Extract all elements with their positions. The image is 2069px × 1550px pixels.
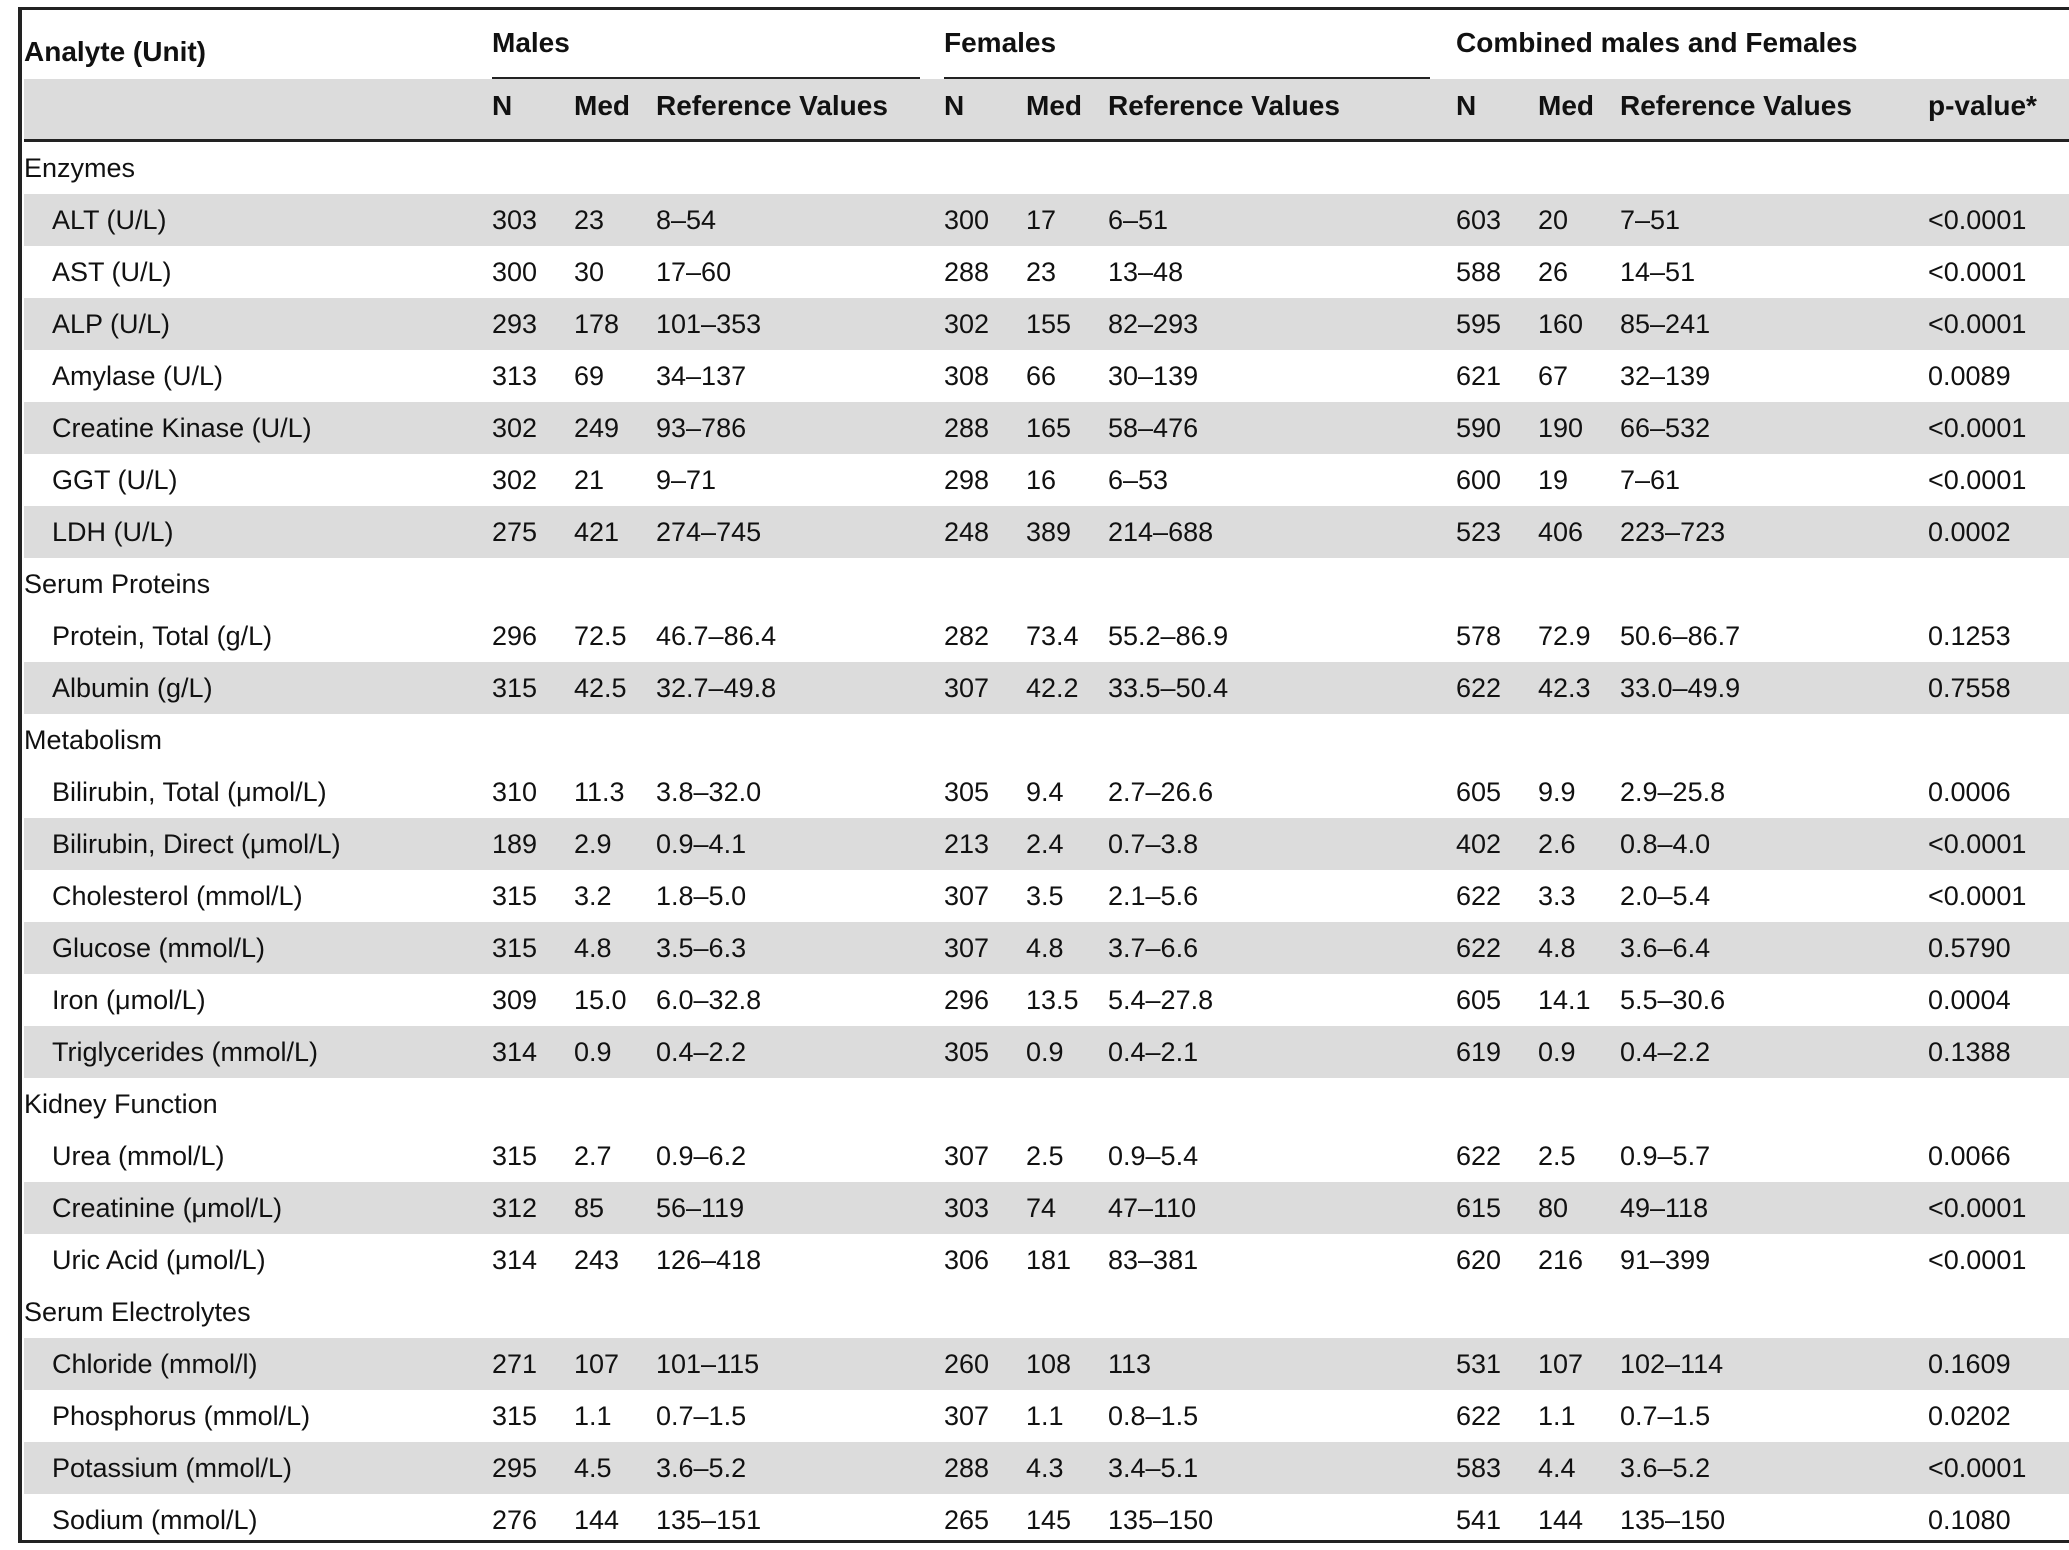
males-n-cell: 302: [492, 465, 538, 495]
combined-ref-cell: 7–51: [1620, 205, 1681, 235]
header-combined-med: Med: [1538, 90, 1594, 121]
females-ref-cell: 2.1–5.6: [1108, 881, 1199, 911]
combined-med-cell: 4.4: [1538, 1453, 1576, 1483]
males-n-cell: 315: [492, 933, 538, 963]
females-med-cell: 2.4: [1026, 829, 1064, 859]
males-med-cell: 3.2: [574, 881, 612, 911]
females-ref-cell: 0.4–2.1: [1108, 1037, 1199, 1067]
table-row: [24, 454, 2069, 506]
analyte-cell: Uric Acid (μmol/L): [52, 1245, 266, 1275]
females-med-cell: 42.2: [1026, 673, 1079, 703]
combined-ref-cell: 0.8–4.0: [1620, 829, 1711, 859]
females-ref-cell: 113: [1108, 1349, 1152, 1379]
females-n-cell: 260: [944, 1349, 990, 1379]
combined-n-cell: 595: [1456, 309, 1502, 339]
females-med-cell: 9.4: [1026, 777, 1064, 807]
males-ref-cell: 0.9–4.1: [656, 829, 747, 859]
pvalue-cell: 0.1388: [1928, 1037, 2011, 1067]
females-ref-cell: 58–476: [1108, 413, 1199, 443]
analyte-cell: ALT (U/L): [52, 205, 167, 235]
females-n-cell: 307: [944, 881, 990, 911]
combined-ref-cell: 2.0–5.4: [1620, 881, 1711, 911]
header-females-med: Med: [1026, 90, 1082, 121]
combined-ref-cell: 135–150: [1620, 1505, 1726, 1535]
males-ref-cell: 0.7–1.5: [656, 1401, 747, 1431]
pvalue-cell: 0.5790: [1928, 933, 2011, 963]
table-row: [24, 1390, 2069, 1442]
males-n-cell: 276: [492, 1505, 538, 1535]
males-ref-cell: 1.8–5.0: [656, 881, 747, 911]
females-ref-cell: 214–688: [1108, 517, 1214, 547]
section-header-row: [24, 714, 2069, 766]
analyte-cell: Amylase (U/L): [52, 361, 224, 391]
analyte-cell: Potassium (mmol/L): [52, 1453, 293, 1483]
males-ref-cell: 3.5–6.3: [656, 933, 747, 963]
males-ref-cell: 93–786: [656, 413, 747, 443]
males-ref-cell: 34–137: [656, 361, 747, 391]
header-females: Females: [944, 27, 1057, 58]
analyte-cell: Creatine Kinase (U/L): [52, 413, 312, 443]
combined-n-cell: 619: [1456, 1037, 1502, 1067]
table-row: [24, 766, 2069, 818]
females-ref-cell: 3.7–6.6: [1108, 933, 1199, 963]
males-ref-cell: 56–119: [656, 1193, 745, 1223]
males-ref-cell: 0.9–6.2: [656, 1141, 747, 1171]
males-ref-cell: 101–115: [656, 1349, 760, 1379]
analyte-cell: Protein, Total (g/L): [52, 621, 273, 651]
analyte-cell: ALP (U/L): [52, 309, 171, 339]
males-med-cell: 69: [574, 361, 605, 391]
table-row: [24, 610, 2069, 662]
females-ref-cell: 5.4–27.8: [1108, 985, 1214, 1015]
females-med-cell: 389: [1026, 517, 1072, 547]
females-ref-cell: 6–51: [1108, 205, 1169, 235]
males-ref-cell: 6.0–32.8: [656, 985, 762, 1015]
combined-ref-cell: 2.9–25.8: [1620, 777, 1726, 807]
table-row: [24, 1130, 2069, 1182]
combined-n-cell: 621: [1456, 361, 1502, 391]
females-ref-cell: 135–150: [1108, 1505, 1214, 1535]
males-med-cell: 421: [574, 517, 620, 547]
combined-ref-cell: 49–118: [1620, 1193, 1709, 1223]
females-med-cell: 16: [1026, 465, 1057, 495]
males-n-cell: 293: [492, 309, 538, 339]
females-ref-cell: 0.9–5.4: [1108, 1141, 1199, 1171]
pvalue-cell: 0.0089: [1928, 361, 2011, 391]
males-n-cell: 271: [492, 1349, 538, 1379]
females-ref-cell: 82–293: [1108, 309, 1199, 339]
combined-med-cell: 160: [1538, 309, 1584, 339]
section-label: Serum Electrolytes: [24, 1297, 251, 1327]
combined-ref-cell: 91–399: [1620, 1245, 1711, 1275]
analyte-cell: Urea (mmol/L): [52, 1141, 225, 1171]
combined-med-cell: 80: [1538, 1193, 1569, 1223]
females-n-cell: 307: [944, 1141, 990, 1171]
females-med-cell: 4.8: [1026, 933, 1064, 963]
males-ref-cell: 32.7–49.8: [656, 673, 777, 703]
females-med-cell: 4.3: [1026, 1453, 1064, 1483]
males-n-cell: 314: [492, 1037, 538, 1067]
combined-ref-cell: 0.7–1.5: [1620, 1401, 1711, 1431]
combined-ref-cell: 0.4–2.2: [1620, 1037, 1711, 1067]
pvalue-cell: <0.0001: [1928, 1453, 2027, 1483]
males-ref-cell: 3.8–32.0: [656, 777, 762, 807]
females-med-cell: 181: [1026, 1245, 1072, 1275]
analyte-cell: Albumin (g/L): [52, 673, 213, 703]
males-ref-cell: 135–151: [656, 1505, 762, 1535]
combined-med-cell: 406: [1538, 517, 1584, 547]
males-ref-cell: 9–71: [656, 465, 717, 495]
females-n-cell: 307: [944, 933, 990, 963]
combined-ref-cell: 5.5–30.6: [1620, 985, 1726, 1015]
combined-med-cell: 2.5: [1538, 1141, 1576, 1171]
combined-n-cell: 622: [1456, 933, 1502, 963]
females-med-cell: 1.1: [1026, 1401, 1064, 1431]
males-n-cell: 313: [492, 361, 538, 391]
females-med-cell: 73.4: [1026, 621, 1079, 651]
males-med-cell: 2.9: [574, 829, 612, 859]
pvalue-cell: <0.0001: [1928, 1193, 2027, 1223]
combined-med-cell: 14.1: [1538, 985, 1591, 1015]
males-ref-cell: 46.7–86.4: [656, 621, 777, 651]
table-row: [24, 1494, 2069, 1546]
females-n-cell: 306: [944, 1245, 990, 1275]
combined-med-cell: 42.3: [1538, 673, 1591, 703]
combined-n-cell: 531: [1456, 1349, 1502, 1379]
header-combined-ref: Reference Values: [1620, 90, 1852, 121]
pvalue-cell: <0.0001: [1928, 1245, 2027, 1275]
females-med-cell: 155: [1026, 309, 1072, 339]
analyte-cell: GGT (U/L): [52, 465, 178, 495]
females-med-cell: 2.5: [1026, 1141, 1064, 1171]
combined-med-cell: 1.1: [1538, 1401, 1576, 1431]
combined-n-cell: 622: [1456, 881, 1502, 911]
pvalue-cell: 0.0004: [1928, 985, 2011, 1015]
females-n-cell: 213: [944, 829, 990, 859]
analyte-cell: Cholesterol (mmol/L): [52, 881, 303, 911]
table-row: [24, 1182, 2069, 1234]
combined-ref-cell: 3.6–6.4: [1620, 933, 1711, 963]
pvalue-cell: <0.0001: [1928, 309, 2027, 339]
table-row: [24, 662, 2069, 714]
combined-med-cell: 107: [1538, 1349, 1584, 1379]
females-n-cell: 288: [944, 257, 990, 287]
combined-ref-cell: 0.9–5.7: [1620, 1141, 1711, 1171]
combined-n-cell: 605: [1456, 777, 1502, 807]
females-ref-cell: 3.4–5.1: [1108, 1453, 1199, 1483]
females-n-cell: 265: [944, 1505, 990, 1535]
males-n-cell: 315: [492, 673, 538, 703]
pvalue-cell: <0.0001: [1928, 413, 2027, 443]
table-row: [24, 194, 2069, 246]
combined-n-cell: 583: [1456, 1453, 1502, 1483]
combined-med-cell: 67: [1538, 361, 1569, 391]
females-n-cell: 300: [944, 205, 990, 235]
table-row: [24, 974, 2069, 1026]
header-pvalue: p-value*: [1928, 90, 2037, 121]
analyte-cell: AST (U/L): [52, 257, 172, 287]
males-med-cell: 2.7: [574, 1141, 612, 1171]
females-ref-cell: 2.7–26.6: [1108, 777, 1214, 807]
males-ref-cell: 8–54: [656, 205, 717, 235]
combined-n-cell: 578: [1456, 621, 1502, 651]
combined-med-cell: 190: [1538, 413, 1584, 443]
table-row: [24, 818, 2069, 870]
females-n-cell: 296: [944, 985, 990, 1015]
analyte-cell: Bilirubin, Direct (μmol/L): [52, 829, 341, 859]
males-med-cell: 4.5: [574, 1453, 612, 1483]
females-n-cell: 305: [944, 777, 990, 807]
males-med-cell: 107: [574, 1349, 620, 1379]
males-n-cell: 302: [492, 413, 538, 443]
combined-n-cell: 541: [1456, 1505, 1502, 1535]
table-row: [24, 870, 2069, 922]
females-ref-cell: 0.8–1.5: [1108, 1401, 1199, 1431]
females-n-cell: 303: [944, 1193, 990, 1223]
header-males-med: Med: [574, 90, 630, 121]
analyte-cell: Triglycerides (mmol/L): [52, 1037, 319, 1067]
combined-n-cell: 622: [1456, 673, 1502, 703]
combined-n-cell: 402: [1456, 829, 1502, 859]
females-ref-cell: 0.7–3.8: [1108, 829, 1199, 859]
analyte-cell: Phosphorus (mmol/L): [52, 1401, 311, 1431]
pvalue-cell: 0.7558: [1928, 673, 2011, 703]
table-row: [24, 1026, 2069, 1078]
males-med-cell: 42.5: [574, 673, 627, 703]
section-label: Metabolism: [24, 725, 163, 755]
section-header-row: [24, 558, 2069, 610]
table-row: [24, 246, 2069, 298]
females-med-cell: 145: [1026, 1505, 1072, 1535]
males-med-cell: 23: [574, 205, 605, 235]
females-ref-cell: 55.2–86.9: [1108, 621, 1229, 651]
combined-ref-cell: 66–532: [1620, 413, 1711, 443]
header-combined-n: N: [1456, 90, 1477, 121]
combined-ref-cell: 50.6–86.7: [1620, 621, 1741, 651]
females-ref-cell: 13–48: [1108, 257, 1184, 287]
table-row: [24, 922, 2069, 974]
analyte-cell: Creatinine (μmol/L): [52, 1193, 283, 1223]
pvalue-cell: 0.1080: [1928, 1505, 2011, 1535]
combined-ref-cell: 32–139: [1620, 361, 1711, 391]
females-n-cell: 307: [944, 1401, 990, 1431]
combined-n-cell: 605: [1456, 985, 1502, 1015]
combined-med-cell: 20: [1538, 205, 1569, 235]
table-row: [24, 402, 2069, 454]
males-n-cell: 296: [492, 621, 538, 651]
females-n-cell: 288: [944, 413, 990, 443]
pvalue-cell: 0.1253: [1928, 621, 2011, 651]
females-med-cell: 108: [1026, 1349, 1072, 1379]
males-med-cell: 72.5: [574, 621, 627, 651]
females-n-cell: 305: [944, 1037, 990, 1067]
females-med-cell: 66: [1026, 361, 1057, 391]
table-row: [24, 1442, 2069, 1494]
analyte-cell: Glucose (mmol/L): [52, 933, 266, 963]
combined-ref-cell: 14–51: [1620, 257, 1696, 287]
females-n-cell: 307: [944, 673, 990, 703]
males-n-cell: 295: [492, 1453, 538, 1483]
table-row: [24, 1338, 2069, 1390]
combined-med-cell: 9.9: [1538, 777, 1576, 807]
females-med-cell: 74: [1026, 1193, 1057, 1223]
males-n-cell: 315: [492, 881, 538, 911]
females-med-cell: 0.9: [1026, 1037, 1064, 1067]
pvalue-cell: <0.0001: [1928, 829, 2027, 859]
combined-med-cell: 0.9: [1538, 1037, 1576, 1067]
combined-med-cell: 4.8: [1538, 933, 1576, 963]
males-n-cell: 189: [492, 829, 538, 859]
section-header-row: [24, 1286, 2069, 1338]
males-med-cell: 15.0: [574, 985, 627, 1015]
females-med-cell: 23: [1026, 257, 1057, 287]
pvalue-cell: <0.0001: [1928, 881, 2027, 911]
females-ref-cell: 33.5–50.4: [1108, 673, 1229, 703]
combined-n-cell: 590: [1456, 413, 1502, 443]
males-n-cell: 312: [492, 1193, 538, 1223]
males-n-cell: 275: [492, 517, 538, 547]
females-ref-cell: 6–53: [1108, 465, 1169, 495]
table-row: [24, 298, 2069, 350]
header-males: Males: [492, 27, 570, 58]
combined-med-cell: 3.3: [1538, 881, 1576, 911]
analyte-cell: LDH (U/L): [52, 517, 174, 547]
females-ref-cell: 47–110: [1108, 1193, 1197, 1223]
pvalue-cell: <0.0001: [1928, 465, 2027, 495]
analyte-cell: Iron (μmol/L): [52, 985, 206, 1015]
males-med-cell: 1.1: [574, 1401, 612, 1431]
header-combined: Combined males and Females: [1456, 27, 1858, 58]
females-n-cell: 248: [944, 517, 990, 547]
pvalue-cell: <0.0001: [1928, 257, 2027, 287]
header-females-n: N: [944, 90, 965, 121]
section-label: Serum Proteins: [24, 569, 211, 599]
combined-n-cell: 523: [1456, 517, 1502, 547]
males-n-cell: 300: [492, 257, 538, 287]
combined-ref-cell: 3.6–5.2: [1620, 1453, 1711, 1483]
females-n-cell: 308: [944, 361, 990, 391]
females-med-cell: 3.5: [1026, 881, 1064, 911]
females-med-cell: 165: [1026, 413, 1072, 443]
females-n-cell: 302: [944, 309, 990, 339]
combined-med-cell: 216: [1538, 1245, 1584, 1275]
combined-n-cell: 622: [1456, 1401, 1502, 1431]
males-med-cell: 0.9: [574, 1037, 612, 1067]
males-med-cell: 249: [574, 413, 620, 443]
combined-ref-cell: 223–723: [1620, 517, 1726, 547]
males-n-cell: 315: [492, 1141, 538, 1171]
pvalue-cell: 0.0202: [1928, 1401, 2011, 1431]
combined-med-cell: 19: [1538, 465, 1569, 495]
pvalue-cell: 0.1609: [1928, 1349, 2011, 1379]
females-n-cell: 298: [944, 465, 990, 495]
males-med-cell: 144: [574, 1505, 620, 1535]
combined-n-cell: 588: [1456, 257, 1502, 287]
header-females-ref: Reference Values: [1108, 90, 1340, 121]
males-n-cell: 310: [492, 777, 538, 807]
section-header-row: [24, 1078, 2069, 1130]
males-med-cell: 11.3: [574, 777, 625, 807]
combined-med-cell: 72.9: [1538, 621, 1591, 651]
males-med-cell: 178: [574, 309, 620, 339]
combined-ref-cell: 102–114: [1620, 1349, 1724, 1379]
males-n-cell: 315: [492, 1401, 538, 1431]
females-med-cell: 17: [1026, 205, 1057, 235]
pvalue-cell: 0.0066: [1928, 1141, 2011, 1171]
combined-n-cell: 620: [1456, 1245, 1502, 1275]
females-n-cell: 288: [944, 1453, 990, 1483]
pvalue-cell: 0.0002: [1928, 517, 2011, 547]
combined-ref-cell: 33.0–49.9: [1620, 673, 1741, 703]
males-ref-cell: 17–60: [656, 257, 732, 287]
combined-med-cell: 2.6: [1538, 829, 1576, 859]
section-label: Kidney Function: [24, 1089, 218, 1119]
females-n-cell: 282: [944, 621, 990, 651]
analyte-cell: Bilirubin, Total (μmol/L): [52, 777, 327, 807]
header-analyte: Analyte (Unit): [24, 36, 206, 67]
males-med-cell: 243: [574, 1245, 620, 1275]
combined-n-cell: 600: [1456, 465, 1502, 495]
combined-n-cell: 603: [1456, 205, 1502, 235]
pvalue-cell: 0.0006: [1928, 777, 2011, 807]
header-males-n: N: [492, 90, 513, 121]
table-row: [24, 1234, 2069, 1286]
males-med-cell: 21: [574, 465, 605, 495]
header-males-ref: Reference Values: [656, 90, 888, 121]
section-label: Enzymes: [24, 153, 136, 183]
males-ref-cell: 3.6–5.2: [656, 1453, 747, 1483]
table-row: [24, 506, 2069, 558]
males-n-cell: 309: [492, 985, 538, 1015]
combined-n-cell: 622: [1456, 1141, 1502, 1171]
females-ref-cell: 83–381: [1108, 1245, 1199, 1275]
section-header-row: [24, 142, 2069, 194]
males-ref-cell: 0.4–2.2: [656, 1037, 747, 1067]
males-med-cell: 30: [574, 257, 605, 287]
males-ref-cell: 101–353: [656, 309, 762, 339]
males-n-cell: 303: [492, 205, 538, 235]
females-ref-cell: 30–139: [1108, 361, 1199, 391]
pvalue-cell: <0.0001: [1928, 205, 2027, 235]
combined-med-cell: 26: [1538, 257, 1569, 287]
analyte-cell: Sodium (mmol/L): [52, 1505, 258, 1535]
combined-med-cell: 144: [1538, 1505, 1584, 1535]
combined-ref-cell: 85–241: [1620, 309, 1711, 339]
males-ref-cell: 126–418: [656, 1245, 762, 1275]
males-med-cell: 85: [574, 1193, 605, 1223]
females-med-cell: 13.5: [1026, 985, 1079, 1015]
table-row: [24, 350, 2069, 402]
combined-n-cell: 615: [1456, 1193, 1502, 1223]
analyte-cell: Chloride (mmol/l): [52, 1349, 258, 1379]
males-ref-cell: 274–745: [656, 517, 762, 547]
males-n-cell: 314: [492, 1245, 538, 1275]
combined-ref-cell: 7–61: [1620, 465, 1681, 495]
males-med-cell: 4.8: [574, 933, 612, 963]
